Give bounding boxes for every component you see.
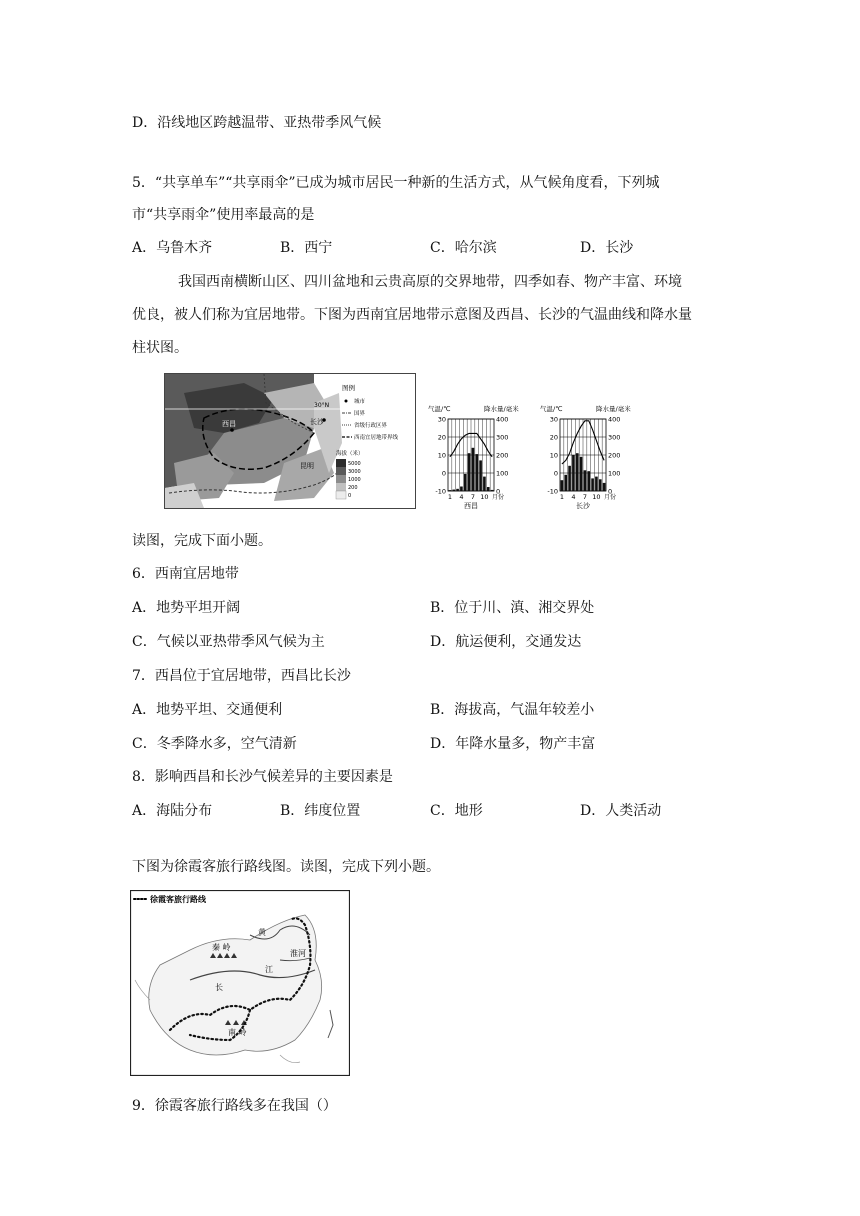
read-prompt: 读图，完成下面小题。 bbox=[132, 533, 272, 549]
q6-stem: 6．西南宜居地带 bbox=[132, 566, 239, 582]
precip-bar-5 bbox=[576, 453, 579, 491]
precip-tick-label: 200 bbox=[608, 451, 621, 460]
label-jiang: 江 bbox=[265, 965, 273, 974]
precip-bar-10 bbox=[483, 477, 486, 491]
month-tick-label: 4 bbox=[459, 493, 464, 501]
precip-bar-12 bbox=[603, 483, 606, 491]
legend-item-province: 省级行政区界 bbox=[354, 423, 388, 429]
q7-option-b: B．海拔高，气温年较差小 bbox=[430, 702, 595, 718]
month-tick-label: 1 bbox=[447, 493, 452, 501]
q8-stem: 8．影响西昌和长沙气候差异的主要因素是 bbox=[132, 769, 393, 785]
precip-bar-11 bbox=[599, 479, 602, 491]
precip-tick-label: 100 bbox=[608, 469, 621, 478]
precip-bar-3 bbox=[456, 489, 459, 491]
temp-tick-label: 10 bbox=[437, 451, 446, 460]
temp-tick-label: 10 bbox=[549, 451, 558, 460]
city-kunming-label: 昆明 bbox=[300, 462, 314, 470]
month-tick-label: 10 bbox=[592, 493, 601, 501]
precip-bar-6 bbox=[468, 453, 471, 491]
q7-option-d: D．年降水量多，物产丰富 bbox=[430, 736, 596, 752]
precip-tick-label: 300 bbox=[496, 433, 509, 442]
month-tick-label: 10 bbox=[480, 493, 489, 501]
q5-option-d: D．长沙 bbox=[580, 240, 634, 256]
month-tick-label: 7 bbox=[470, 493, 475, 501]
temp-tick-label: 0 bbox=[553, 469, 558, 478]
temp-tick-label: 20 bbox=[437, 433, 446, 442]
q5-option-a: A．乌鲁木齐 bbox=[132, 240, 213, 256]
map-legend-title: 图例 bbox=[342, 384, 355, 392]
climate-chart-xichang bbox=[426, 403, 522, 511]
label-qinling: 秦 岭 bbox=[212, 943, 231, 952]
q8-option-d: D．人类活动 bbox=[580, 803, 662, 819]
month-tick-label: 7 bbox=[582, 493, 587, 501]
temp-tick-label: 30 bbox=[437, 415, 446, 424]
city-xichang-marker bbox=[230, 428, 234, 432]
temp-tick-label: 20 bbox=[549, 433, 558, 442]
xu-intro: 下图为徐霞客旅行路线图。读图，完成下列小题。 bbox=[132, 859, 440, 875]
precip-bar-4 bbox=[460, 487, 463, 492]
precip-tick-label: 0 bbox=[608, 487, 613, 496]
temp-tick-label: 30 bbox=[549, 415, 558, 424]
q7-option-a: A．地势平坦、交通便利 bbox=[132, 702, 283, 718]
precip-bar-2 bbox=[564, 475, 567, 491]
q5-option-c: C．哈尔滨 bbox=[430, 240, 497, 256]
elevation-legend-title: 海拔（米） bbox=[336, 451, 364, 457]
elev-200: 200 bbox=[348, 485, 358, 491]
precip-axis-title: 降水量/毫米 bbox=[484, 405, 519, 413]
month-tick-label: 4 bbox=[571, 493, 576, 501]
temp-axis-title: 气温/℃ bbox=[540, 405, 563, 413]
precip-bar-12 bbox=[491, 490, 494, 491]
chart-city-title: 长沙 bbox=[576, 502, 590, 510]
elev-5000: 5000 bbox=[348, 461, 361, 467]
precip-bar-4 bbox=[572, 455, 575, 491]
climate-chart-changsha bbox=[538, 403, 634, 511]
label-huaihe: 淮河 bbox=[290, 949, 306, 958]
q8-option-b: B．纬度位置 bbox=[280, 803, 361, 819]
legend-item-city: 城市 bbox=[354, 399, 366, 405]
q7-option-c: C．冬季降水多，空气清新 bbox=[132, 736, 297, 752]
precip-bar-8 bbox=[587, 471, 590, 491]
elev-1000: 1000 bbox=[348, 477, 361, 483]
precip-bar-9 bbox=[591, 478, 594, 491]
precip-bar-6 bbox=[580, 457, 583, 491]
lat-30n-label: 30°N bbox=[314, 402, 330, 409]
city-changsha-label: 长沙 bbox=[310, 418, 324, 426]
route-legend-label: 徐霞客旅行路线 bbox=[150, 895, 206, 904]
temp-tick-label: -10 bbox=[435, 487, 446, 496]
temp-tick-label: -10 bbox=[547, 487, 558, 496]
q8-option-c: C．地形 bbox=[430, 803, 483, 819]
q8-option-a: A．海陆分布 bbox=[132, 803, 213, 819]
precip-bar-2 bbox=[452, 490, 455, 491]
q6-option-b: B．位于川、滇、湘交界处 bbox=[430, 600, 595, 616]
precip-bar-9 bbox=[479, 460, 482, 491]
month-axis-title: 月份 bbox=[492, 494, 505, 501]
legend-item-border: 国界 bbox=[354, 411, 366, 417]
q5-option-b: B．西宁 bbox=[280, 240, 333, 256]
precip-bar-5 bbox=[464, 474, 467, 491]
passage-line3: 柱状图。 bbox=[132, 340, 188, 356]
label-nanling: 南 岭 bbox=[228, 1028, 247, 1037]
precip-tick-label: 200 bbox=[496, 451, 509, 460]
elev-0: 0 bbox=[348, 493, 352, 499]
q6-option-c: C．气候以亚热带季风气候为主 bbox=[132, 634, 325, 650]
q9-stem: 9．徐霞客旅行路线多在我国（） bbox=[132, 1098, 337, 1114]
passage-line1: 我国西南横断山区、四川盆地和云贵高原的交界地带，四季如春、物产丰富、环境 bbox=[178, 274, 682, 290]
temp-tick-label: 0 bbox=[441, 469, 446, 478]
q5-stem-line2: 市“共享雨伞”使用率最高的是 bbox=[132, 207, 315, 223]
precip-bar-11 bbox=[487, 487, 490, 491]
precip-axis-title: 降水量/毫米 bbox=[596, 405, 631, 413]
q6-option-a: A．地势平坦开阔 bbox=[132, 600, 241, 616]
label-chang: 长 bbox=[215, 983, 223, 992]
q4-option-d: D．沿线地区跨越温带、亚热带季风气候 bbox=[132, 115, 382, 131]
month-axis-title: 月份 bbox=[604, 494, 617, 501]
precip-bar-1 bbox=[449, 490, 452, 491]
precip-bar-7 bbox=[584, 470, 587, 491]
precip-bar-10 bbox=[595, 477, 598, 491]
precip-tick-label: 0 bbox=[496, 487, 501, 496]
q6-option-d: D．航运便利，交通发达 bbox=[430, 634, 582, 650]
precip-tick-label: 400 bbox=[496, 415, 509, 424]
q5-stem-line1: 5．“共享单车”“共享雨伞”已成为城市居民一种新的生活方式，从气候角度看，下列城 bbox=[132, 175, 660, 191]
precip-tick-label: 300 bbox=[608, 433, 621, 442]
southwest-livable-zone-map bbox=[164, 373, 416, 509]
precip-tick-label: 100 bbox=[496, 469, 509, 478]
city-xichang-label: 西昌 bbox=[222, 420, 236, 428]
q7-stem: 7．西昌位于宜居地带，西昌比长沙 bbox=[132, 668, 351, 684]
temp-axis-title: 气温/℃ bbox=[428, 405, 451, 413]
precip-bar-8 bbox=[475, 454, 478, 491]
precip-bar-1 bbox=[561, 480, 564, 491]
precip-bar-3 bbox=[568, 466, 571, 491]
precip-tick-label: 400 bbox=[608, 415, 621, 424]
elev-3000: 3000 bbox=[348, 469, 361, 475]
chart-city-title: 西昌 bbox=[464, 502, 478, 510]
label-huang: 黄 bbox=[258, 928, 266, 937]
precip-bar-7 bbox=[472, 448, 475, 491]
legend-item-zone: 西南宜居地带界线 bbox=[354, 435, 399, 441]
month-tick-label: 1 bbox=[559, 493, 564, 501]
passage-line2: 优良，被人们称为宜居地带。下图为西南宜居地带示意图及西昌、长沙的气温曲线和降水量 bbox=[132, 307, 692, 323]
xu-xiake-route-map bbox=[130, 890, 350, 1076]
